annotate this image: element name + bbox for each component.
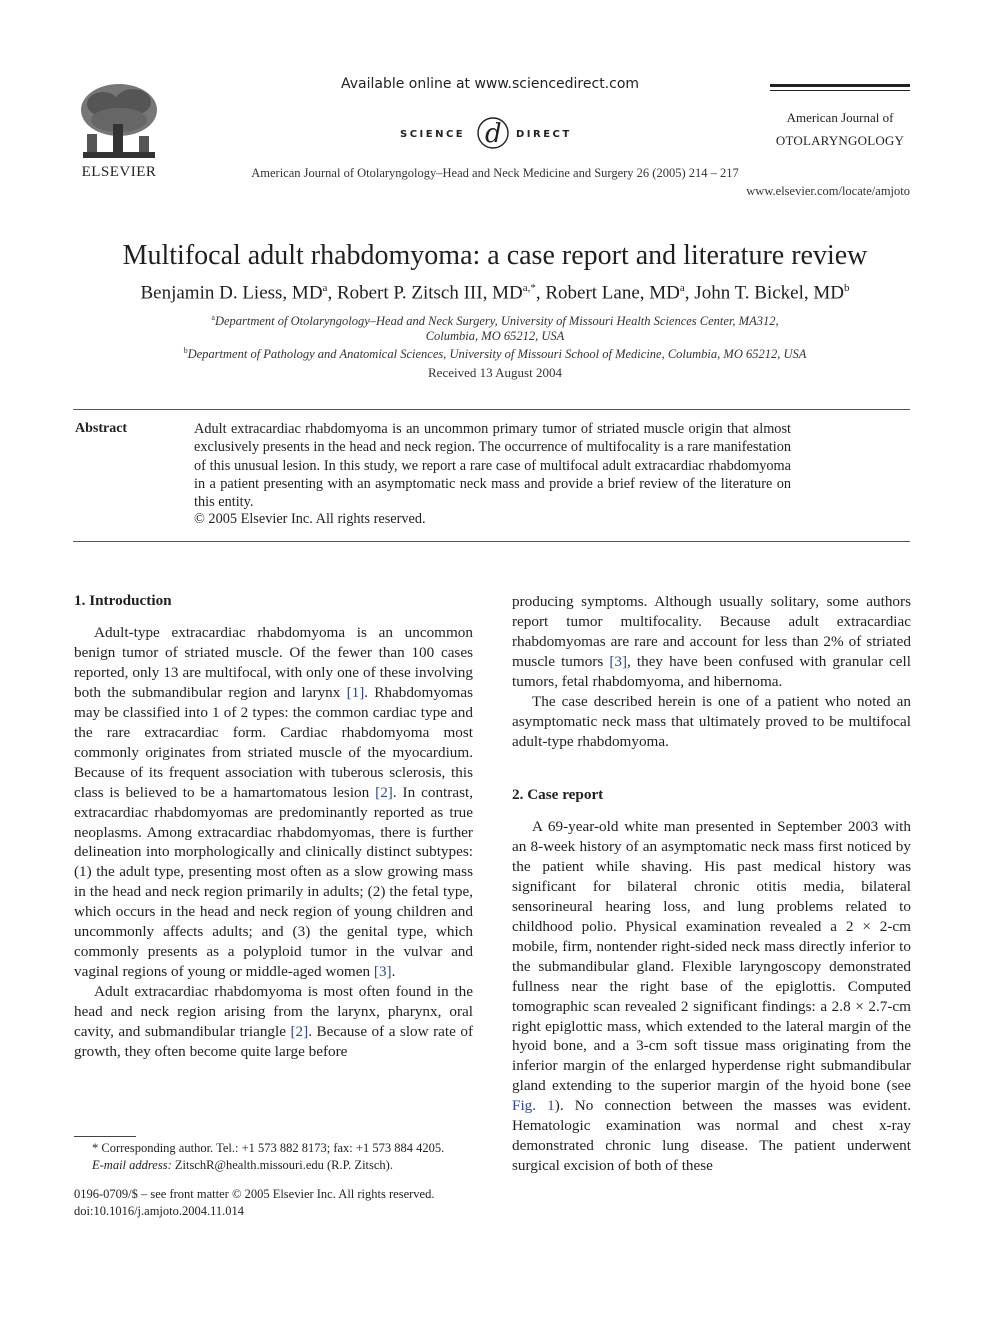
section-heading-case-report: 2. Case report (512, 786, 604, 803)
footnote-rule (74, 1136, 136, 1137)
sd-left-text: SCIENCE (400, 129, 466, 140)
journal-citation: American Journal of Otolaryngology–Head and Neck Medicine and Surgery 26 (2005) 214 – 217 (251, 166, 739, 180)
author-affiliation-mark: b (844, 282, 850, 294)
right-column-bottom (512, 817, 911, 1176)
paragraph: The case described herein is one of a patient who noted an asymptomatic neck mass that ultimately proved to be multifocal adult-type rhabdomyoma. (512, 692, 911, 750)
author-name: Robert P. Zitsch III, MD (336, 282, 523, 304)
right-column-top (512, 592, 911, 752)
doi-link[interactable]: doi:10.1016/j.amjoto.2004.11.014 (74, 1204, 245, 1218)
paragraph: Adult extracardiac rhabdomyoma is most often found in the head and neck region arising from the larynx, pharynx, oral cavity, and submandibular triangle [2]. Because of a slow rate of growth, they often become quite large before (74, 983, 474, 1061)
publisher-name: ELSEVIER (81, 164, 157, 180)
author-list: Benjamin D. Liess, $MD^a$, Robert P. Zitsch III, $MD^{a,*}$, Robert Lane, $MD^a$, John T. Bickel, $MD^b$ (140, 282, 850, 304)
corresponding-author-note: * Corresponding author. Tel.: +1 573 882 8173; fax: +1 573 884 4205. (92, 1141, 445, 1155)
figure-link[interactable]: Fig. 1 (512, 1097, 555, 1115)
section-heading-introduction: 1. Introduction (74, 592, 172, 609)
affiliation-a-line2: Columbia, MO 65212, USA (425, 329, 565, 343)
sd-right-text: DIRECT (516, 129, 572, 140)
author-name: Robert Lane, MD (545, 282, 680, 304)
journal-rule (770, 84, 910, 87)
available-online-link[interactable]: Available online at www.sciencedirect.com (340, 76, 640, 92)
journal-rule-thin (770, 90, 910, 91)
citation-link[interactable]: [2] (375, 783, 393, 801)
affiliation-a: $^a$Department of Otolaryngology–Head and Neck Surgery, University of Missouri Health Sciences Center, MA312, (211, 313, 779, 329)
affiliation-b: $^b$Department of Pathology and Anatomical Sciences, University of Missouri School of Medicine, Columbia, MO 65212, USA (183, 346, 807, 362)
citation-link[interactable]: [1] (346, 683, 365, 701)
email-note: E-mail address: ZitschR@health.missouri.edu (R.P. Zitsch). (92, 1158, 393, 1172)
journal-name-line2: OTOLARYNGOLOGY (775, 133, 905, 148)
citation-link[interactable]: [3] (609, 652, 628, 670)
citation-link[interactable]: [2] (290, 1023, 309, 1041)
journal-name-line1: American Journal of (786, 110, 894, 125)
issn-note: 0196-0709/$ – see front matter © 2005 Elsevier Inc. All rights reserved. (74, 1187, 435, 1201)
abstract-heading: Abstract (75, 421, 128, 436)
divider (73, 409, 910, 410)
paragraph: Adult-type extracardiac rhabdomyoma is an uncommon benign tumor of striated muscle. Of the fewer than 100 cases reported, only 13 are multifocal, with only one of these involving both the submandibular region and larynx [1]. Rhabdomyomas may be classified into 1 of 2 types: the common cardiac type and the rare extracardiac form. Cardiac rhabdomyoma most commonly originates from striated muscle of the myocardium. Because of its frequent association with tuberous sclerosis, this class is believed to be a hamartomatous lesion [2]. In contrast, extracardiac rhabdomyomas are predominantly reported as true neoplasms. Among extracardiac rhabdomyomas, there is further delineation into morphologically and clinically distinct subtypes: (1) the adult type, presenting most often as a slow growing mass in the head and neck region primarily in adults; (2) the fetal type, which occurs in the head and neck region of young children and uncommonly affects adults; and (3) the genital type, which commonly presents as a polyploid tumor in the vulvar and vaginal regions of young or middle-aged women [3]. (74, 624, 473, 981)
author-affiliation-mark: a,* (522, 282, 536, 294)
article-title: Multifocal adult rhabdomyoma: a case report and literature review (122, 240, 868, 271)
email-address[interactable]: ZitschR@health.missouri.edu (R.P. Zitsch). (171, 1158, 393, 1172)
author-name: John T. Bickel, MD (694, 282, 845, 304)
author-affiliation-mark: a (679, 282, 685, 294)
paragraph: A 69-year-old white man presented in September 2003 with an 8-week history of an asymptomatic neck mass first noticed by the patient while shaving. His past medical history was significant for bilateral chronic otitis media, bilateral sensorineural hearing loss, and lung problems related to childhood polio. Physical examination revealed a 2 × 2-cm mobile, firm, nontender right-sided neck mass directly inferior to the submandibular gland. Flexible laryngoscopy demonstrated fullness near the right base of the epiglottis. Computed tomographic scan revealed 2 significant findings: a 2.8 × 2.7-cm right epiglottic mass, which extended to the lateral margin of the hyoid bone, and a 3-cm soft tissue mass originating from the inferior margin of the enlarged hyperdense right submandibular gland extending to the superior margin of the hyoid bone (see Fig. 1). No connection between the masses was evident. Hematologic examination was normal and chest x-ray demonstrated chronic lung disease. The patient underwent surgical excision of both of these (512, 818, 911, 1175)
abstract-text: Adult extracardiac rhabdomyoma is an uncommon primary tumor of striated muscle origin that almost exclusively presents in the head and neck region. The occurrence of multifocality is a rare manifestation of this unusual lesion. In this study, we report a rare case of multifocal adult extracardiac rhabdomyoma in a patient presenting with an asymptomatic neck mass and provide a brief review of the literature on this entity. (194, 421, 791, 511)
author-name: Benjamin D. Liess, MD (140, 282, 323, 304)
sciencedirect-logo (398, 114, 588, 156)
journal-url-link[interactable]: www.elsevier.com/locate/amjoto (746, 184, 910, 198)
citation-link[interactable]: [3] (373, 963, 392, 981)
abstract-copyright: © 2005 Elsevier Inc. All rights reserved. (194, 511, 426, 527)
svg-text:d: d (485, 119, 502, 149)
paragraph: producing symptoms. Although usually solitary, some authors report tumor multifocality. Because adult extracardiac rhabdomyomas are rare and account for less than 2% of striated muscle tumors [3], they have been confused with granular cell tumors, fetal rhabdomyoma, and hibernoma. (512, 593, 911, 690)
received-date: Received 13 August 2004 (428, 365, 562, 380)
divider (73, 541, 910, 542)
left-column (74, 623, 473, 1062)
author-affiliation-mark: a (322, 282, 328, 294)
